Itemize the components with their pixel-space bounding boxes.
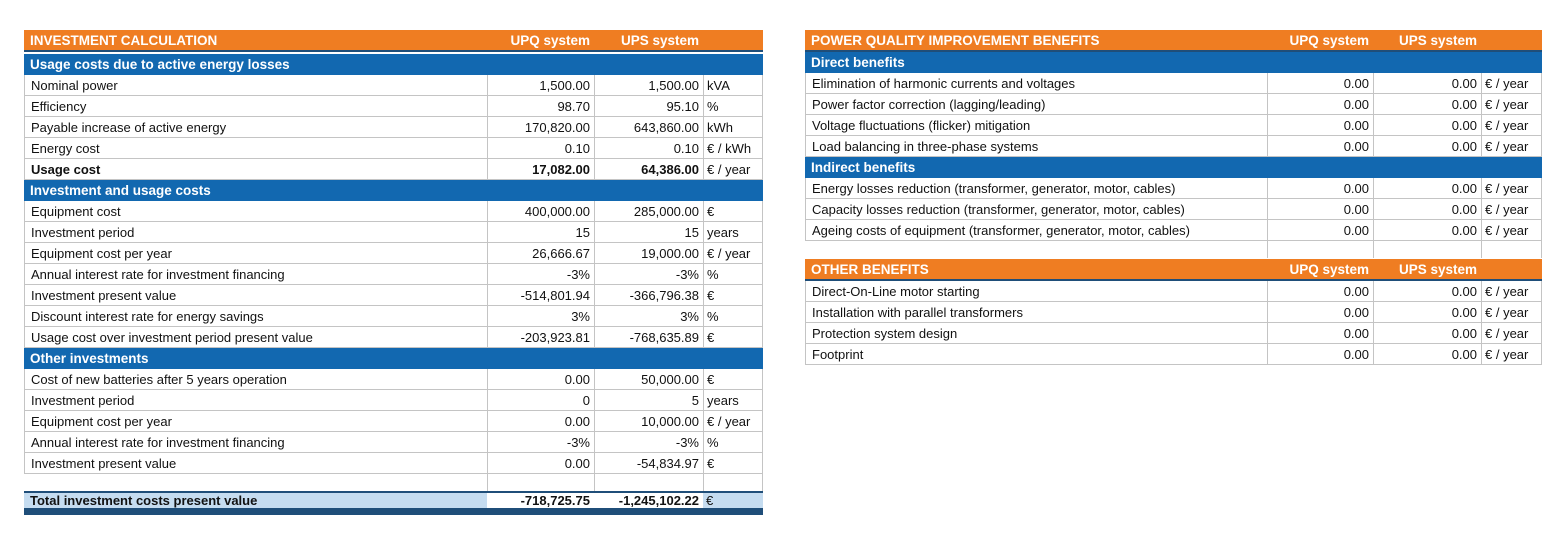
ups-value-cell[interactable]: 0.00	[1373, 344, 1481, 365]
table-row	[24, 432, 763, 453]
unit-label: € / kWh	[703, 138, 763, 159]
ups-value-cell[interactable]: 0.10	[594, 138, 703, 159]
table-row	[24, 117, 763, 138]
table-row	[805, 94, 1542, 115]
column-header-ups: UPS system	[1398, 32, 1477, 48]
row-label: Total investment costs present value	[30, 493, 258, 508]
spacer-cell	[487, 474, 594, 491]
ups-value-cell[interactable]: 5	[594, 390, 703, 411]
table-row	[24, 285, 763, 306]
table-row	[24, 411, 763, 432]
investment-calculation-table	[24, 30, 763, 515]
row-label: Investment present value	[24, 285, 487, 306]
unit-label: € / year	[703, 159, 763, 180]
unit-label: years	[703, 390, 763, 411]
table-title: OTHER BENEFITS	[811, 261, 929, 277]
upq-value-cell[interactable]: 17,082.00	[487, 159, 594, 180]
table-row	[24, 96, 763, 117]
spacer-cell	[703, 474, 763, 491]
row-label: Installation with parallel transformers	[805, 302, 1267, 323]
ups-value-cell[interactable]: 19,000.00	[594, 243, 703, 264]
table-row	[805, 281, 1542, 302]
table-row	[805, 199, 1542, 220]
unit-label: € / year	[703, 411, 763, 432]
row-label: Investment period	[24, 390, 487, 411]
section-header-row	[805, 157, 1542, 178]
unit-label: € / year	[1481, 220, 1542, 241]
table-row	[24, 159, 763, 180]
row-label: Efficiency	[24, 96, 487, 117]
spacer-cell	[1481, 241, 1542, 258]
power-quality-benefits-table	[805, 30, 1542, 258]
column-header-upq: UPQ system	[1289, 261, 1369, 277]
row-label: Investment period	[24, 222, 487, 243]
ups-value-cell[interactable]: 0.00	[1373, 220, 1481, 241]
unit-label: €	[703, 327, 763, 348]
upq-value-cell[interactable]: -514,801.94	[487, 285, 594, 306]
ups-value-cell[interactable]: 0.00	[1373, 115, 1481, 136]
unit-label: €	[706, 493, 714, 508]
upq-value-cell[interactable]: 1,500.00	[487, 75, 594, 96]
row-label: Annual interest rate for investment financing	[24, 264, 487, 285]
table-row	[805, 302, 1542, 323]
row-label: Nominal power	[24, 75, 487, 96]
row-label: Direct-On-Line motor starting	[805, 281, 1267, 302]
spacer-cell	[1373, 241, 1481, 258]
upq-value-cell[interactable]: 26,666.67	[487, 243, 594, 264]
unit-label: € / year	[1481, 302, 1542, 323]
table-row	[805, 344, 1542, 365]
upq-value-cell[interactable]: 0.00	[1267, 220, 1373, 241]
unit-label: € / year	[1481, 199, 1542, 220]
unit-label: € / year	[1481, 73, 1542, 94]
table-row	[805, 73, 1542, 94]
column-header-upq: UPQ system	[510, 32, 590, 48]
row-label: Power factor correction (lagging/leading)	[805, 94, 1267, 115]
row-label: Investment present value	[24, 453, 487, 474]
unit-label: %	[703, 264, 763, 285]
unit-label: €	[703, 453, 763, 474]
ups-value-cell[interactable]: 0.00	[1373, 178, 1481, 199]
upq-value-cell[interactable]: 0.00	[487, 411, 594, 432]
column-header-ups: UPS system	[1398, 261, 1477, 277]
table-row	[805, 178, 1542, 199]
row-label: Usage cost	[24, 159, 487, 180]
unit-label: €	[703, 201, 763, 222]
upq-value-cell[interactable]: 0.00	[487, 453, 594, 474]
row-label: Equipment cost per year	[24, 411, 487, 432]
table-row	[24, 222, 763, 243]
upq-value-cell: -718,725.75	[487, 493, 594, 508]
row-label: Capacity losses reduction (transformer, generator, motor, cables)	[805, 199, 1267, 220]
table-row	[24, 75, 763, 96]
table-header-row	[805, 30, 1542, 52]
ups-value-cell[interactable]: 0.00	[1373, 136, 1481, 157]
upq-value-cell[interactable]: 0.00	[1267, 281, 1373, 302]
row-label: Cost of new batteries after 5 years operation	[24, 369, 487, 390]
ups-value-cell[interactable]: -768,635.89	[594, 327, 703, 348]
table-row	[24, 306, 763, 327]
upq-value-cell[interactable]: 15	[487, 222, 594, 243]
ups-value-cell[interactable]: 15	[594, 222, 703, 243]
row-label: Energy losses reduction (transformer, generator, motor, cables)	[805, 178, 1267, 199]
upq-value-cell[interactable]: 0.00	[1267, 94, 1373, 115]
unit-label: € / year	[1481, 136, 1542, 157]
unit-label: %	[703, 306, 763, 327]
ups-value-cell[interactable]: -54,834.97	[594, 453, 703, 474]
row-label: Voltage fluctuations (flicker) mitigation	[805, 115, 1267, 136]
upq-value-cell[interactable]: 98.70	[487, 96, 594, 117]
row-label: Payable increase of active energy	[24, 117, 487, 138]
table-title: INVESTMENT CALCULATION	[30, 32, 218, 48]
column-header-upq: UPQ system	[1289, 32, 1369, 48]
section-header-label: Direct benefits	[811, 55, 905, 70]
total-row	[24, 491, 763, 515]
upq-value-cell[interactable]: 0.00	[1267, 178, 1373, 199]
row-label: Discount interest rate for energy savings	[24, 306, 487, 327]
ups-value-cell[interactable]: 0.00	[1373, 281, 1481, 302]
ups-value-cell[interactable]: 0.00	[1373, 199, 1481, 220]
table-header-row	[24, 30, 763, 52]
unit-label: %	[703, 432, 763, 453]
table-title: POWER QUALITY IMPROVEMENT BENEFITS	[811, 32, 1100, 48]
upq-value-cell[interactable]: 0.00	[1267, 199, 1373, 220]
upq-value-cell[interactable]: 0	[487, 390, 594, 411]
row-label: Energy cost	[24, 138, 487, 159]
section-header-label: Other investments	[30, 351, 149, 366]
table-header-row	[805, 259, 1542, 281]
upq-value-cell[interactable]: -3%	[487, 432, 594, 453]
unit-label: € / year	[1481, 323, 1542, 344]
ups-value-cell[interactable]: 0.00	[1373, 73, 1481, 94]
table-row	[805, 115, 1542, 136]
upq-value-cell[interactable]: 400,000.00	[487, 201, 594, 222]
upq-value-cell[interactable]: 0.10	[487, 138, 594, 159]
unit-label: € / year	[703, 243, 763, 264]
section-header-row	[24, 180, 763, 201]
spacer-cell	[1267, 241, 1373, 258]
upq-value-cell[interactable]: 0.00	[1267, 302, 1373, 323]
ups-value-cell: -1,245,102.22	[594, 493, 703, 508]
ups-value-cell[interactable]: 0.00	[1373, 94, 1481, 115]
unit-label: years	[703, 222, 763, 243]
section-header-label: Indirect benefits	[811, 160, 916, 175]
row-label: Elimination of harmonic currents and voltages	[805, 73, 1267, 94]
unit-label: € / year	[1481, 94, 1542, 115]
row-label: Ageing costs of equipment (transformer, generator, motor, cables)	[805, 220, 1267, 241]
table-row	[24, 138, 763, 159]
unit-label: kVA	[703, 75, 763, 96]
ups-value-cell[interactable]: 50,000.00	[594, 369, 703, 390]
table-row	[805, 220, 1542, 241]
upq-value-cell[interactable]: 3%	[487, 306, 594, 327]
upq-value-cell[interactable]: 0.00	[1267, 344, 1373, 365]
unit-label: %	[703, 96, 763, 117]
table-row	[24, 390, 763, 411]
unit-label: € / year	[1481, 344, 1542, 365]
unit-label: € / year	[1481, 115, 1542, 136]
row-label: Equipment cost per year	[24, 243, 487, 264]
table-row	[24, 243, 763, 264]
unit-label: €	[703, 285, 763, 306]
section-header-label: Usage costs due to active energy losses	[30, 57, 290, 72]
upq-value-cell[interactable]: 0.00	[1267, 115, 1373, 136]
unit-label: € / year	[1481, 178, 1542, 199]
ups-value-cell[interactable]: 10,000.00	[594, 411, 703, 432]
ups-value-cell[interactable]: -366,796.38	[594, 285, 703, 306]
spacer-cell	[594, 474, 703, 491]
other-benefits-table	[805, 259, 1542, 365]
ups-value-cell[interactable]: 0.00	[1373, 302, 1481, 323]
upq-value-cell[interactable]: 0.00	[1267, 73, 1373, 94]
spacer-cell	[805, 241, 1267, 258]
unit-label: €	[703, 369, 763, 390]
unit-label: € / year	[1481, 281, 1542, 302]
row-label: Protection system design	[805, 323, 1267, 344]
upq-value-cell[interactable]: -203,923.81	[487, 327, 594, 348]
row-label: Usage cost over investment period present value	[24, 327, 487, 348]
row-label: Load balancing in three-phase systems	[805, 136, 1267, 157]
table-row	[24, 369, 763, 390]
spacer-row	[24, 474, 763, 491]
section-header-row	[24, 348, 763, 369]
row-label: Footprint	[805, 344, 1267, 365]
section-header-row	[805, 52, 1542, 73]
row-label: Equipment cost	[24, 201, 487, 222]
ups-value-cell[interactable]: 1,500.00	[594, 75, 703, 96]
ups-value-cell[interactable]: 643,860.00	[594, 117, 703, 138]
ups-value-cell[interactable]: -3%	[594, 264, 703, 285]
table-row	[805, 136, 1542, 157]
spacer-row	[805, 241, 1542, 258]
ups-value-cell[interactable]: 0.00	[1373, 323, 1481, 344]
spacer-cell	[24, 474, 487, 491]
upq-value-cell[interactable]: 170,820.00	[487, 117, 594, 138]
table-row	[24, 264, 763, 285]
upq-value-cell[interactable]: 0.00	[1267, 323, 1373, 344]
ups-value-cell[interactable]: 3%	[594, 306, 703, 327]
upq-value-cell[interactable]: 0.00	[487, 369, 594, 390]
table-row	[24, 453, 763, 474]
ups-value-cell[interactable]: 285,000.00	[594, 201, 703, 222]
ups-value-cell[interactable]: 95.10	[594, 96, 703, 117]
table-row	[24, 327, 763, 348]
row-label: Annual interest rate for investment financing	[24, 432, 487, 453]
upq-value-cell[interactable]: -3%	[487, 264, 594, 285]
unit-label: kWh	[703, 117, 763, 138]
column-header-ups: UPS system	[620, 32, 699, 48]
section-header-label: Investment and usage costs	[30, 183, 211, 198]
section-header-row	[24, 54, 763, 75]
table-row	[24, 201, 763, 222]
ups-value-cell[interactable]: -3%	[594, 432, 703, 453]
upq-value-cell[interactable]: 0.00	[1267, 136, 1373, 157]
ups-value-cell[interactable]: 64,386.00	[594, 159, 703, 180]
table-row	[805, 323, 1542, 344]
